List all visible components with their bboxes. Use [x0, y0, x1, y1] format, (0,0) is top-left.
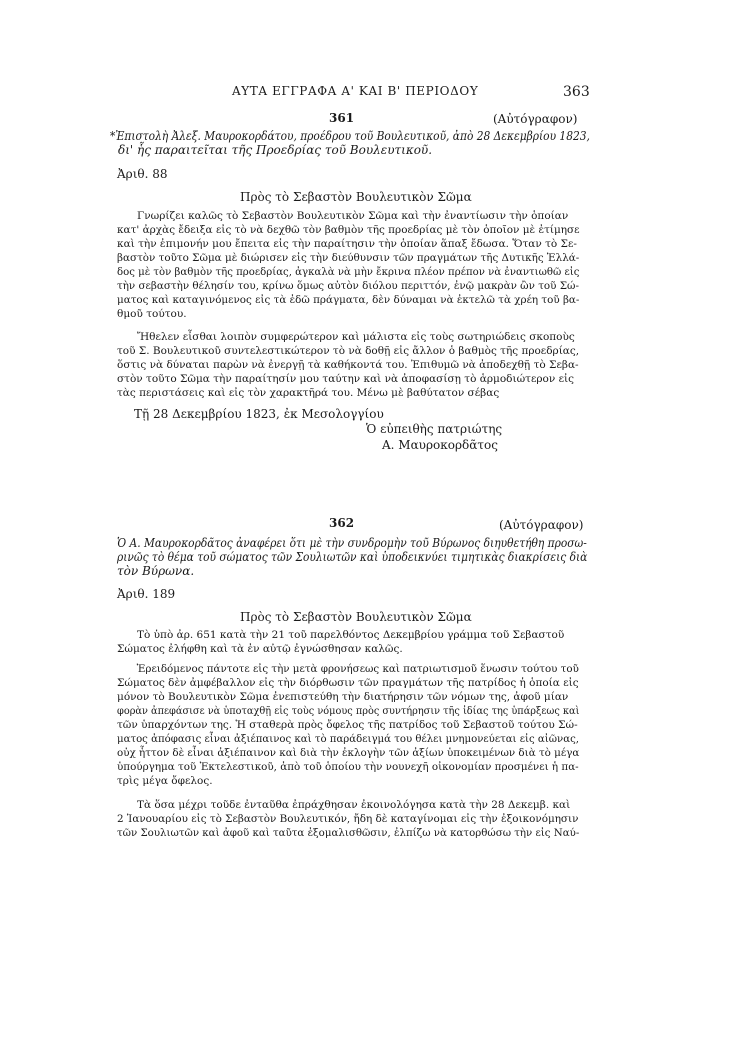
letter-paragraph: [117, 798, 579, 840]
summary-line: δι' ἧς παραιτεῖται τῆς Προεδρίας τοῦ Βουλευτικοῦ.: [118, 143, 433, 157]
letter-paragraph: [117, 662, 579, 788]
document-number: 362: [329, 516, 355, 530]
signature: Α. Μαυροκορδᾶτος: [382, 438, 498, 452]
salutation: Πρὸς τὸ Σεβαστὸν Βουλευτικὸν Σῶμα: [240, 610, 472, 624]
running-title: ΑΥΤΑ ΕΓΓΡΑΦΑ Α' ΚΑΙ Β' ΠΕΡΙΟΔΟΥ: [232, 84, 479, 98]
page-number: 363: [563, 84, 590, 100]
text-line: Τὸ ὑπὸ ἀρ. 651 κατὰ τὴν 21 τοῦ παρελθόντος Δεκεμβρίου γράμμα τοῦ Σεβαστοῦ: [137, 629, 565, 641]
salutation: Πρὸς τὸ Σεβαστὸν Βουλευτικὸν Σῶμα: [240, 190, 472, 204]
text-line: οὐχ ἧττον δὲ εἶναι ἀξιέπαινον καὶ διὰ τὴν ἐκλογὴν τῶν ἀξίων ὑποκειμένων διὰ τὸ μέγα: [117, 747, 580, 759]
text-line: Ἐρειδόμενος πάντοτε εἰς τὴν μετὰ φρονήσεως καὶ πατριωτισμοῦ ἕνωσιν τούτου τοῦ: [136, 663, 579, 675]
archive-reference: Ἀριθ. 88: [117, 167, 168, 181]
text-line: τοῦ Σ. Βουλευτικοῦ συντελεστικώτερον τὸ νὰ δοθῇ εἰς ἄλλον ὁ βαθμὸς τῆς προεδρίας,: [117, 345, 580, 357]
text-line: ὅστις νὰ δύναται παρὼν νὰ ἐνεργῇ τὰ καθήκοντά του. Ἐπιθυμῶ νὰ ἀποδεχθῇ τὸ Σεβα-: [117, 359, 579, 371]
summary-line: Ὁ Α. Μαυροκορδᾶτος ἀναφέρει ὅτι μὲ τὴν συνδρομὴν τοῦ Βύρωνος διηυθετήθη προσω-: [117, 536, 587, 550]
date-line: Τῇ 28 Δεκεμβρίου 1823, ἐκ Μεσολογγίου: [134, 407, 384, 421]
summary-line: ρινῶς τὸ θέμα τοῦ σώματος τῶν Σουλιωτῶν καὶ ὑποδεικνύει τιμητικὰς διακρίσεις διὰ: [117, 550, 588, 564]
text-line: μόνον τὸ Βουλευτικὸν Σῶμα ἐνεπιστεύθη τὴν διατήρησιν τῶν νόμων της, ἀφοῦ μίαν: [117, 691, 569, 703]
text-line: Γνωρίζει καλῶς τὸ Σεβαστὸν Βουλευτικὸν Σῶμα καὶ τὴν ἐναντίωσιν τὴν ὁποίαν: [137, 210, 569, 222]
summary-line: τὸν Βύρωνα.: [117, 564, 195, 578]
text-line: κατ' ἀρχὰς ἔδειξα εἰς τὸ νὰ δεχθῶ τὸν βαθμὸν τῆς προεδρίας μὲ τὸν ὁποῖον μὲ ἐτίμησε: [117, 224, 580, 236]
text-line: στὸν τοῦτο Σῶμα τὴν παραίτησίν μου ταύτην καὶ νὰ ἀποφασίσῃ τὸ ἁρμοδιώτερον εἰς: [117, 373, 575, 385]
text-line: θμοῦ τούτου.: [117, 308, 187, 320]
text-line: ματος ἀπόφασις εἶναι ἀξιέπαινος καὶ τὸ παράδειγμά του θέλει μνημονεύεται εἰς αἰῶνας,: [117, 733, 579, 745]
text-line: Σώματος δὲν ἀμφέβαλλον εἰς τὴν διόρθωσιν τῶν πραγμάτων τῆς πατρίδος ἡ ὁποία εἰς: [117, 677, 579, 689]
closing-line: Ὁ εὐπειθὴς πατριώτης: [366, 422, 503, 436]
text-line: 2 Ἰανουαρίου εἰς τὸ Σεβαστὸν Βουλευτικόν, ἤδη δὲ καταγίνομαι εἰς τὴν ἐξοικονόμησιν: [117, 813, 579, 825]
letter-paragraph: [117, 628, 579, 656]
text-line: ματος καὶ καταγινόμενος εἰς τὰ ἐδῶ πράγματα, δὲν δύναμαι νὰ ἐκτελῶ τὰ χρέη τοῦ βα-: [117, 294, 580, 306]
text-line: Σώματος ἐλήφθη καὶ τὰ ἐν αὐτῷ ἐγνώσθησαν καλῶς.: [117, 643, 403, 655]
letter-paragraph: [117, 209, 579, 321]
text-line: Ἤθελεν εἶσθαι λοιπὸν συμφερώτερον καὶ μάλιστα εἰς τοὺς σωτηριώδεις σκοποὺς: [137, 331, 575, 343]
document-summary: [117, 536, 587, 578]
summary-line: *Ἐπιστολὴ Ἀλεξ. Μαυροκορδάτου, προέδρου τοῦ Βουλευτικοῦ, ἀπὸ 28 Δεκεμβρίου 1823,: [110, 129, 590, 143]
document-type-label: (Αὐτόγραφον): [493, 112, 578, 126]
document-number: 361: [329, 111, 355, 125]
text-line: φορὰν ἀπεφάσισε νὰ ὑποταχθῇ εἰς τοὺς νόμους πρὸς συντήρησιν τῆς ἰδίας της ὑπάρξεως καὶ: [117, 705, 580, 717]
archive-reference: Ἀριθ. 189: [117, 587, 176, 601]
text-line: καὶ τὴν ἐπιμονήν μου ἔπειτα εἰς τὴν παραίτησιν τὴν ὁποίαν ἅπαξ ἔδωσα. Ὅταν τὸ Σε-: [117, 238, 577, 250]
text-line: ὑπούργημα τοῦ Ἐκτελεστικοῦ, ἀπὸ τοῦ ὁποίου τὴν νουνεχῆ οἰκονομίαν προσμένει ἡ πα-: [117, 761, 579, 773]
text-line: τῶν Σουλιωτῶν καὶ ἀφοῦ καὶ ταῦτα ἐξομαλισθῶσιν, ἐλπίζω νὰ κατορθώσω τὴν εἰς Ναύ-: [117, 827, 580, 839]
text-line: βαστὸν τοῦτο Σῶμα μὲ διώρισεν εἰς τὴν διεύθυνσιν τῶν πραγμάτων τῆς Δυτικῆς Ἑλλά-: [117, 252, 580, 264]
text-line: δος μὲ τὸν βαθμὸν τῆς προεδρίας, ἀγκαλὰ νὰ μὴν ἔκρινα πλέον πρέπον νὰ ἐναντιωθῶ εἰς: [117, 266, 580, 278]
document-summary: [110, 129, 590, 157]
text-line: τῶν ὑπαρχόντων της. Ἡ σταθερὰ πρὸς ὄφελος τῆς πατρίδος τοῦ Σεβαστοῦ τούτου Σώ-: [117, 719, 578, 731]
letter-paragraph: [117, 330, 579, 400]
text-line: τρὶς μέγα ὄφελος.: [117, 775, 213, 787]
text-line: Τὰ ὅσα μέχρι τοῦδε ἐνταῦθα ἐπράχθησαν ἐκοινολόγησα κατὰ τὴν 28 Δεκεμβ. καὶ: [137, 799, 571, 811]
text-line: τὴν σεβαστὴν θέλησίν του, κρίνω ὅμως αὐτὸν διόλου περιττόν, ἐνῷ μακρὰν ὢν τοῦ Σώ-: [117, 280, 579, 292]
text-line: τὰς περιστάσεις καὶ εἰς τὸν χαρακτῆρά του. Μένω μὲ βαθύτατον σέβας: [117, 387, 500, 399]
document-type-label: (Αὐτόγραφον): [499, 518, 584, 532]
